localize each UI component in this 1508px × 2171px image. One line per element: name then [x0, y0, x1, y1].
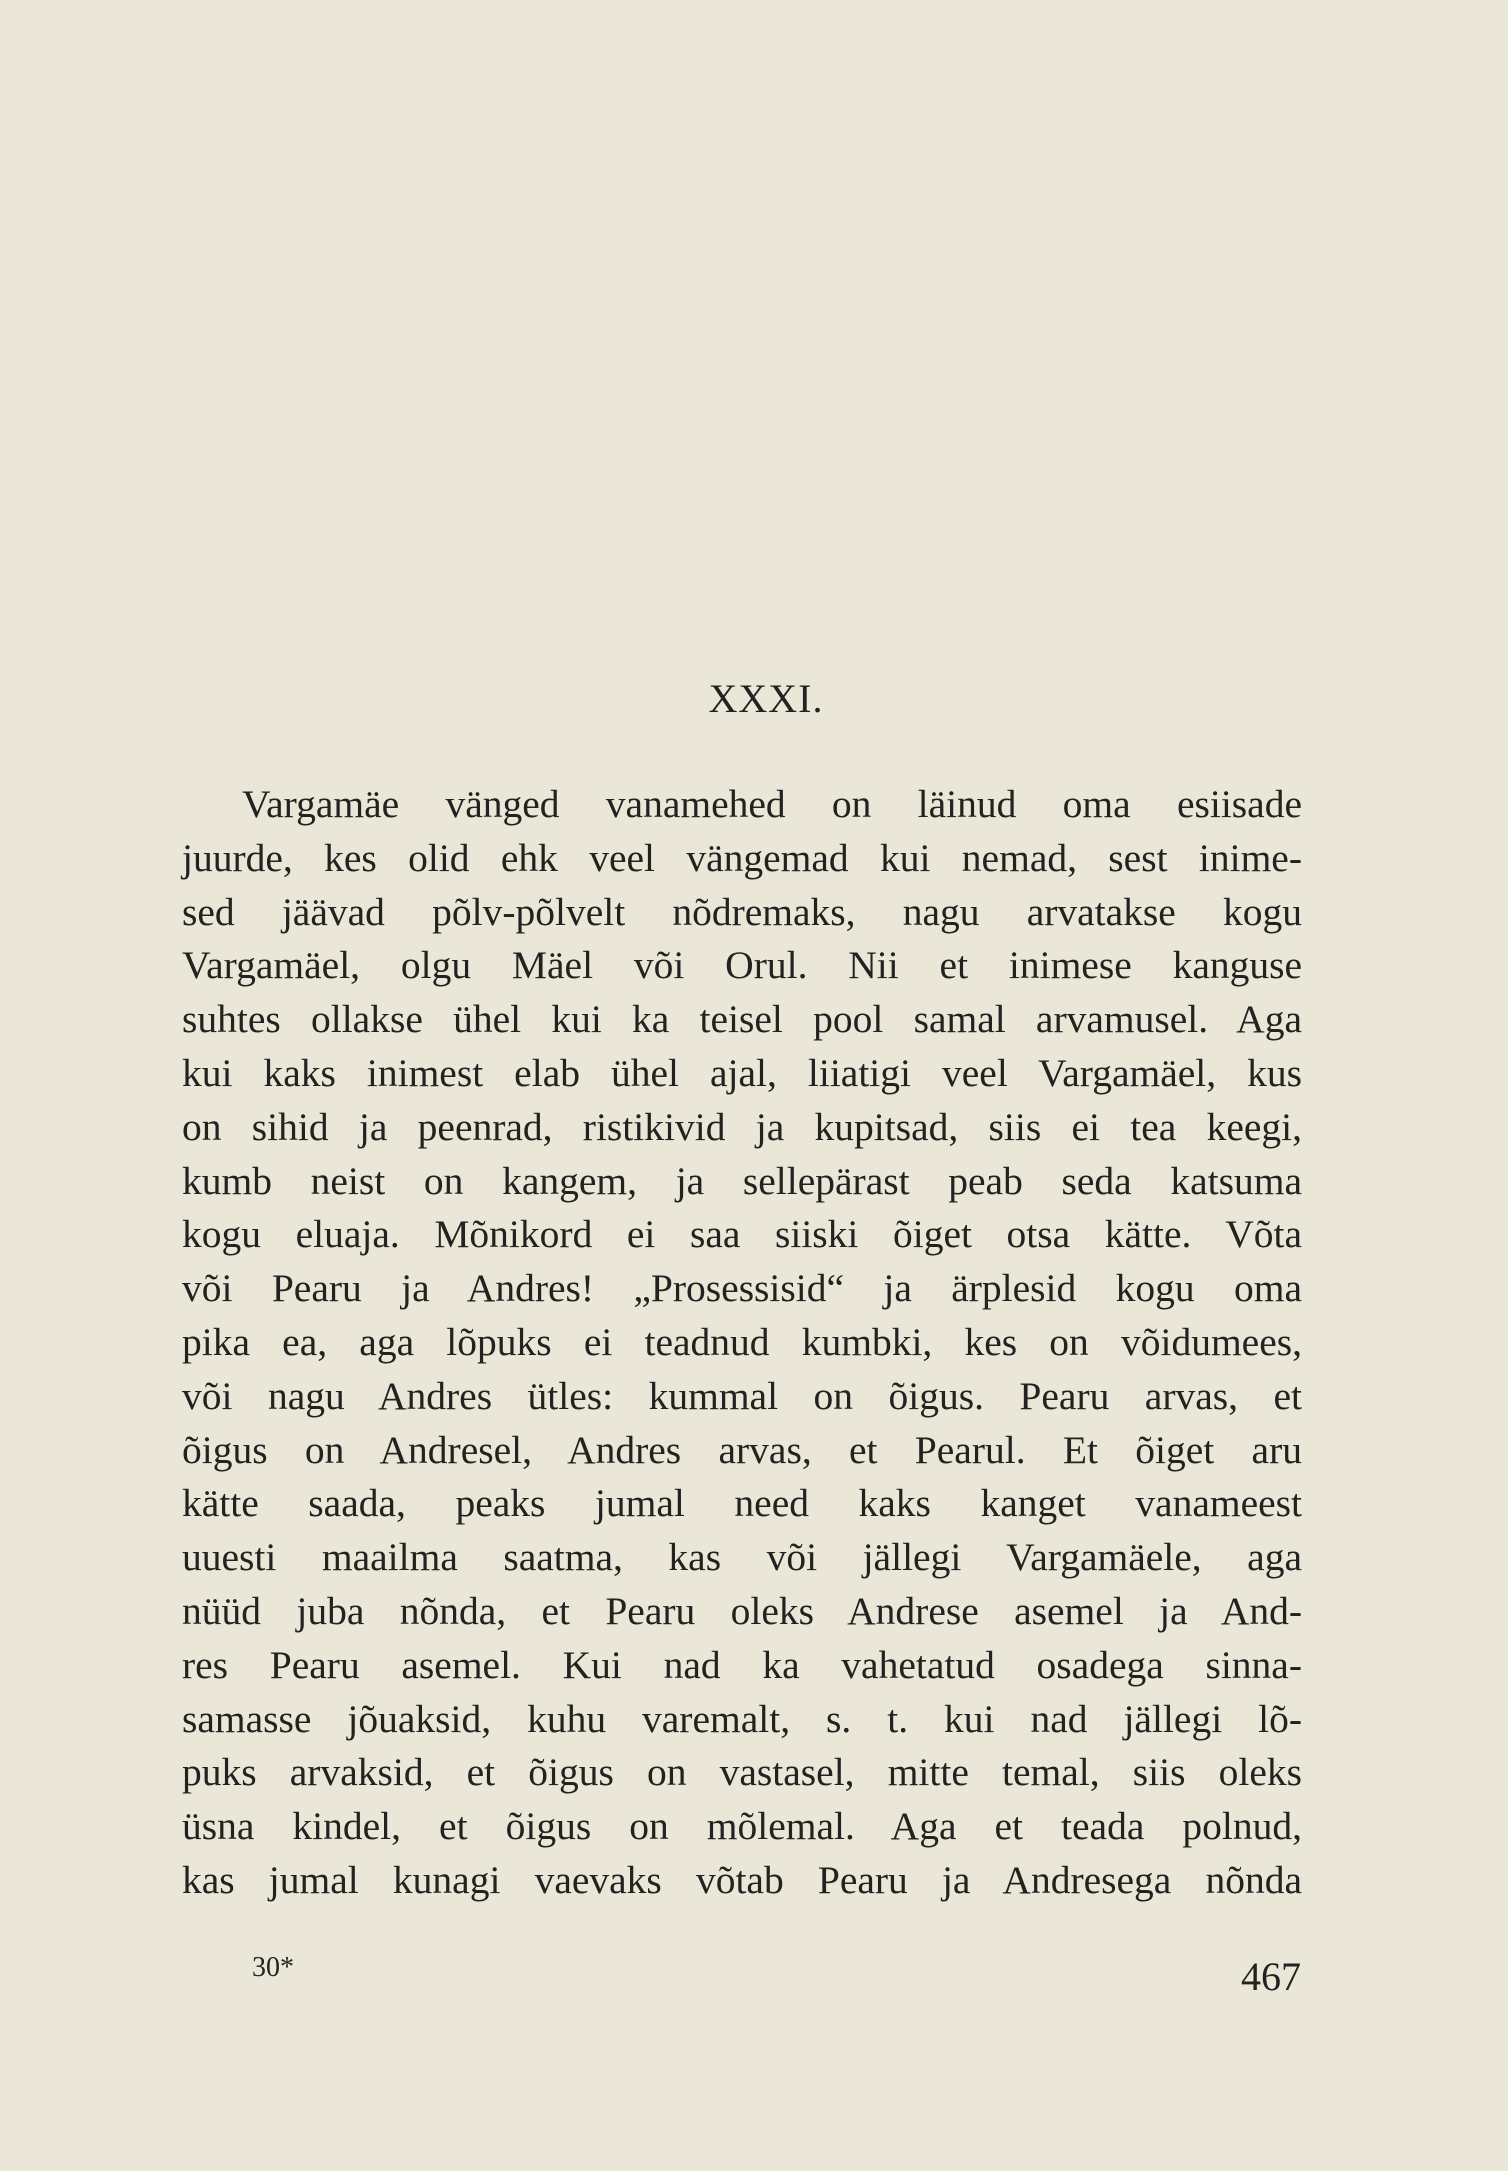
text-line: kas jumal kunagi vaevaks võtab Pearu ja Andresega nõnda: [182, 1857, 1302, 1902]
text-line: nüüd juba nõnda, et Pearu oleks Andrese asemel ja And-: [182, 1588, 1302, 1633]
text-line: või nagu Andres ütles: kummal on õigus. Pearu arvas, et: [182, 1373, 1302, 1418]
text-line: kui kaks inimest elab ühel ajal, liiatigi veel Vargamäel, kus: [182, 1050, 1302, 1095]
text-line: juurde, kes olid ehk veel vängemad kui nemad, sest inime-: [182, 835, 1302, 880]
text-line: suhtes ollakse ühel kui ka teisel pool samal arvamusel. Aga: [182, 997, 1302, 1042]
chapter-title: XXXI.: [708, 676, 824, 721]
page-number: 467: [1241, 1954, 1301, 1999]
text-line: on sihid ja peenrad, ristikivid ja kupitsad, siis ei tea keegi,: [182, 1104, 1302, 1149]
text-line: Vargamäel, olgu Mäel või Orul. Nii et inimese kanguse: [182, 943, 1302, 988]
text-line: Vargamäe vänged vanamehed on läinud oma esiisade: [242, 782, 1302, 826]
signature-mark: 30*: [252, 1952, 294, 1983]
text-line: üsna kindel, et õigus on mõlemal. Aga et teada polnud,: [182, 1804, 1302, 1849]
text-line: kätte saada, peaks jumal need kaks kanget vanameest: [182, 1481, 1302, 1526]
text-line: res Pearu asemel. Kui nad ka vahetatud osadega sinna-: [182, 1642, 1302, 1687]
text-line: pika ea, aga lõpuks ei teadnud kumbki, kes on võidumees,: [182, 1319, 1302, 1364]
text-line: kumb neist on kangem, ja sellepärast peab seda katsuma: [182, 1158, 1302, 1203]
text-line: samasse jõuaksid, kuhu varemalt, s. t. kui nad jällegi lõ-: [182, 1696, 1302, 1741]
text-line: sed jäävad põlv-põlvelt nõdremaks, nagu arvatakse kogu: [182, 889, 1302, 934]
text-line: uuesti maailma saatma, kas või jällegi Vargamäele, aga: [182, 1535, 1302, 1580]
text-line: õigus on Andresel, Andres arvas, et Pearul. Et õiget aru: [182, 1427, 1302, 1472]
text-line: kogu eluaja. Mõnikord ei saa siiski õiget otsa kätte. Võta: [182, 1212, 1302, 1257]
text-line: puks arvaksid, et õigus on vastasel, mitte temal, siis oleks: [182, 1750, 1302, 1795]
body-text: [182, 778, 1302, 1908]
text-line: või Pearu ja Andres! „Prosessisid“ ja ärplesid kogu oma: [182, 1266, 1302, 1311]
